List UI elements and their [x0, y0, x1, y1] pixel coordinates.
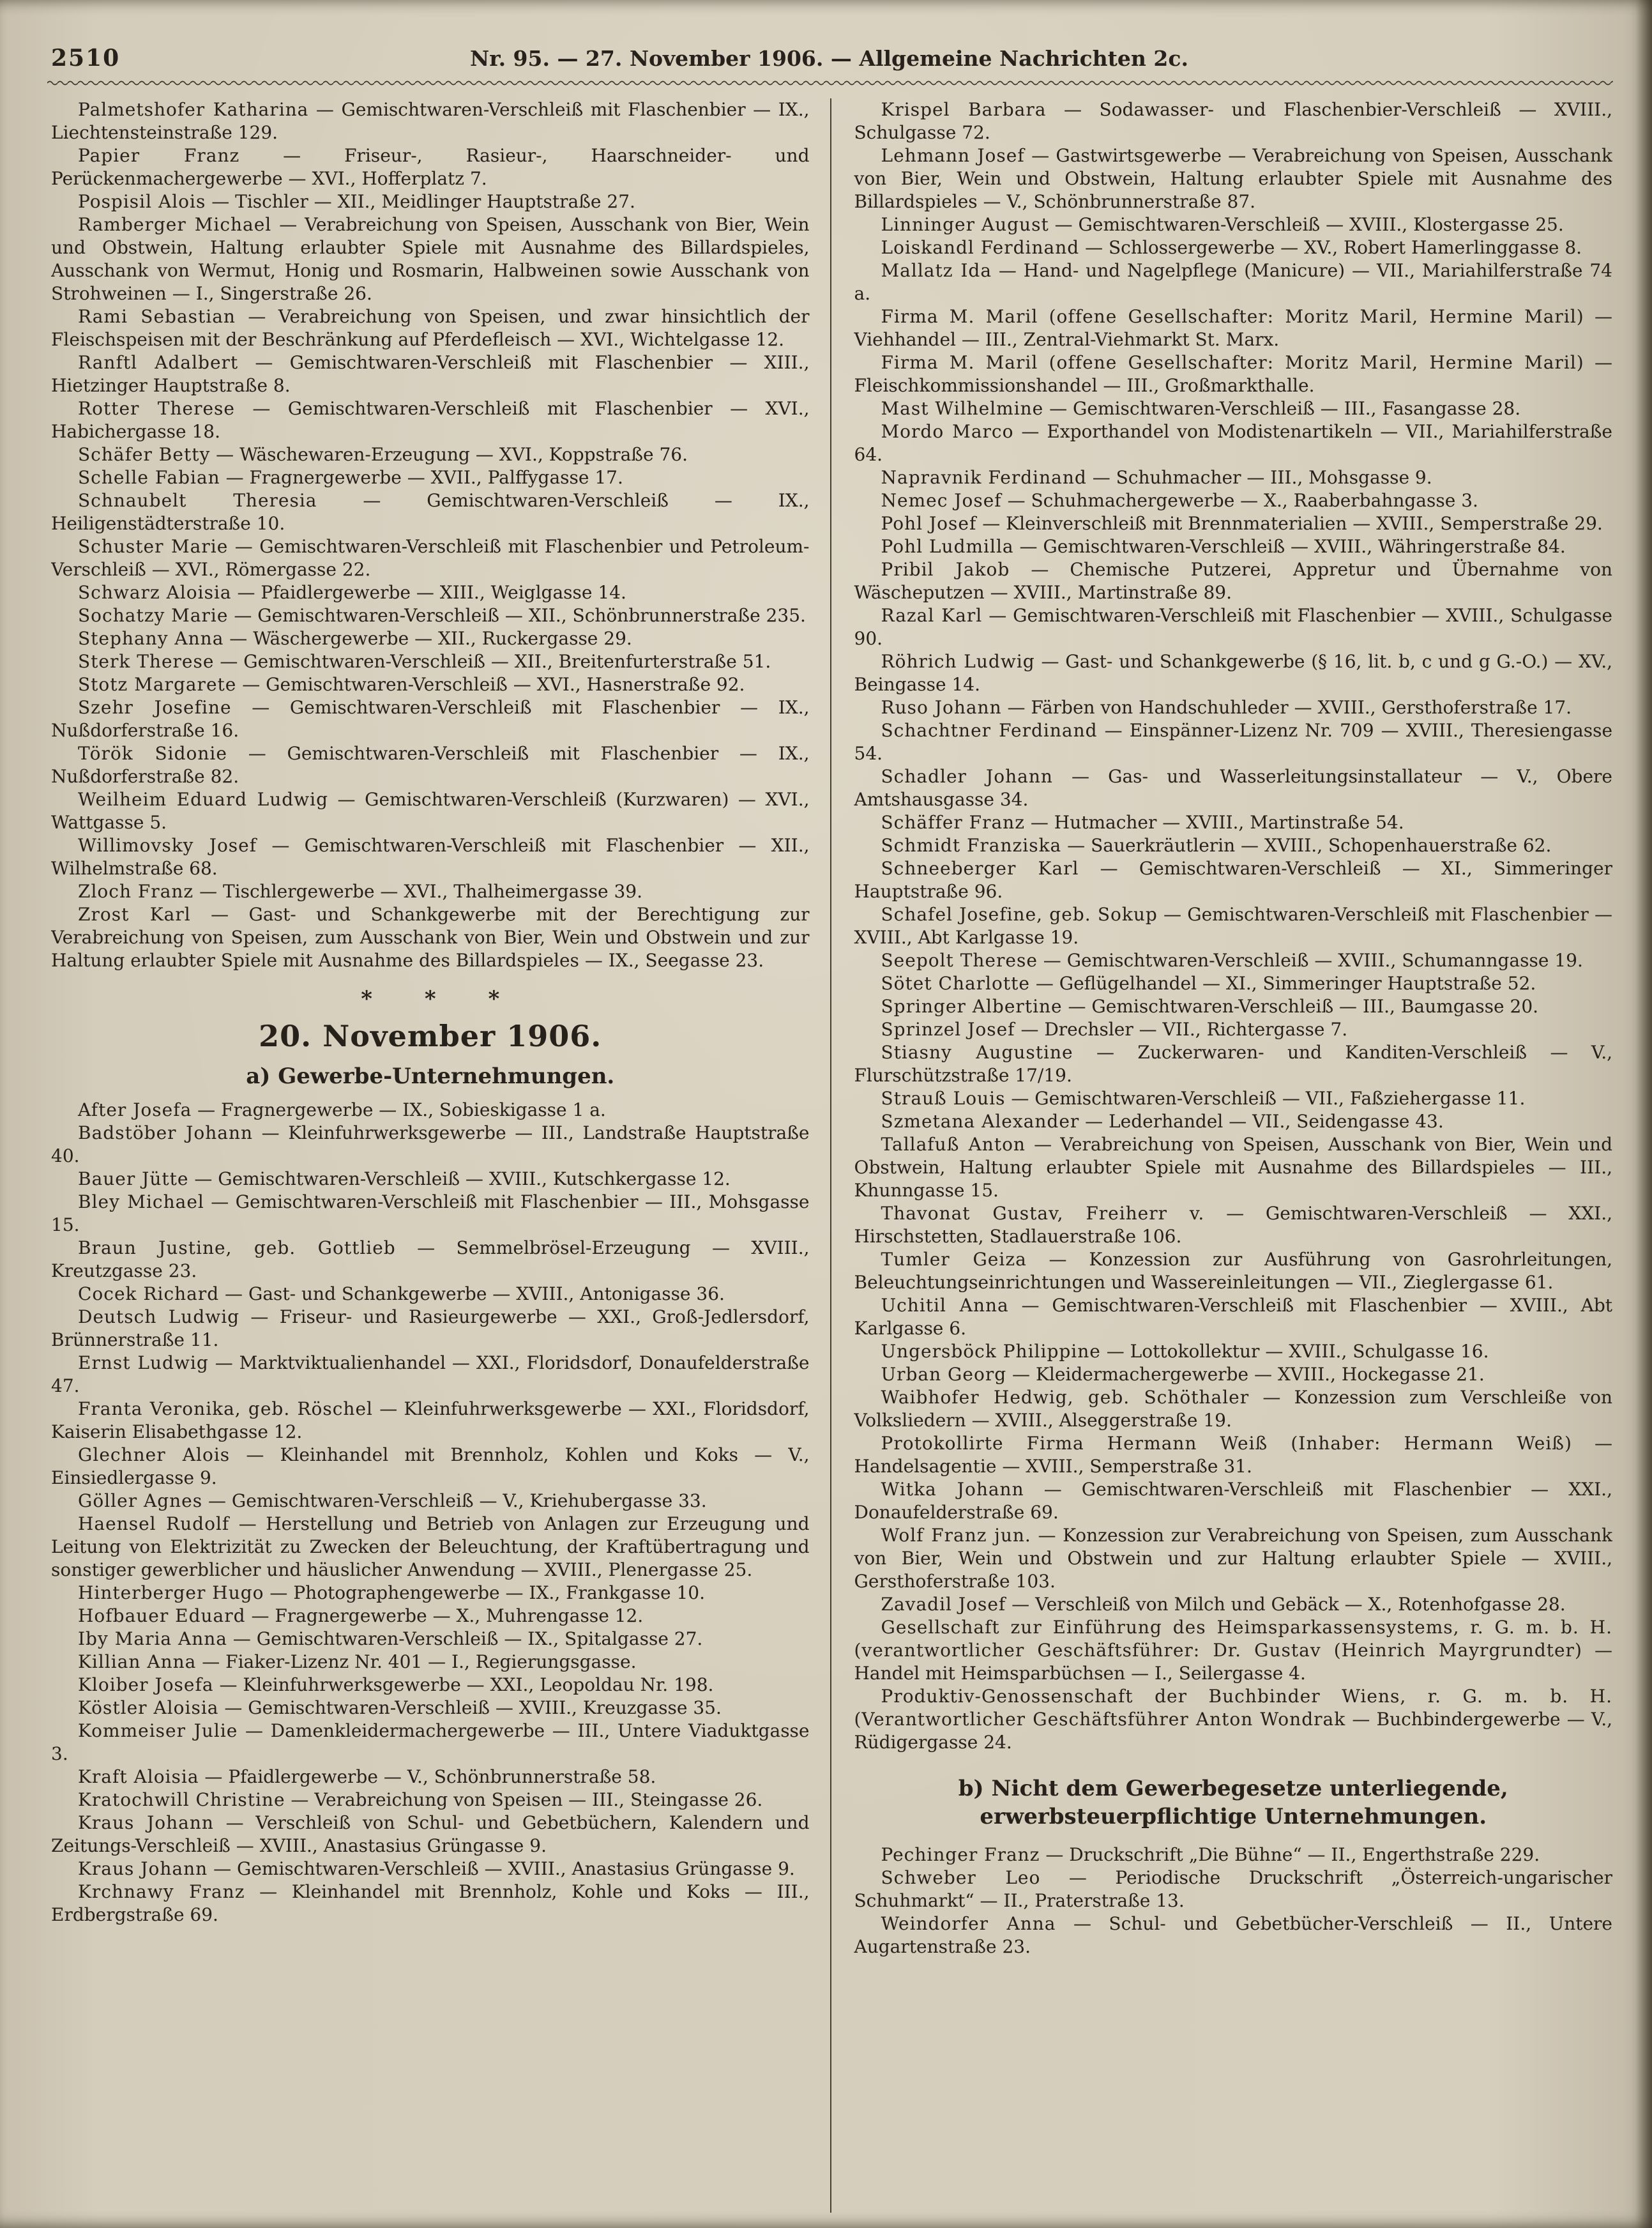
registry-entry: Mallatz Ida — Hand- und Nagelpflege (Manicure) — VII., Mariahilferstraße 74 a. [854, 260, 1612, 304]
registry-entry: Kraus Johann — Verschleiß von Schul- und Gebetbüchern, Kalendern und Zeitungs-Verschleiß — XVIII., Anastasius Grüngasse 9. [51, 1812, 810, 1856]
registry-entry: Krchnawy Franz — Kleinhandel mit Brennholz, Kohle und Koks — III., Erdbergstraße 69. [51, 1881, 810, 1925]
registry-entry: Szehr Josefine — Gemischtwaren-Verschleiß mit Flaschenbier — IX., Nußdorferstraße 16. [51, 697, 810, 741]
entry-person-name: Schmidt Franziska [881, 835, 1062, 856]
registry-entry: Sterk Therese — Gemischtwaren-Verschleiß — XII., Breitenfurterstraße 51. [78, 651, 771, 672]
entry-person-name: Rotter Therese [78, 398, 235, 419]
registry-entry: Ungersböck Philippine — Lottokollektur — XVIII., Schulgasse 16. [881, 1341, 1489, 1362]
registry-entry: Bley Michael — Gemischtwaren-Verschleiß mit Flaschenbier — III., Mohsgasse 15. [51, 1191, 810, 1235]
entry-person-name: Protokollirte Firma Hermann Weiß (Inhaber: Hermann Weiß) [881, 1433, 1572, 1454]
entries-section-b [854, 1843, 1613, 1958]
entry-person-name: Kloiber Josefa [78, 1674, 214, 1695]
registry-entry: Schäfer Betty — Wäschewaren-Erzeugung — XVI., Koppstraße 76. [78, 444, 688, 465]
registry-entry: Seepolt Therese — Gemischtwaren-Verschleiß — XVIII., Schumanngasse 19. [881, 950, 1583, 971]
registry-entry: Pohl Josef — Kleinverschleiß mit Brennmaterialien — XVIII., Semperstraße 29. [881, 513, 1603, 534]
entry-person-name: Ernst Ludwig [78, 1352, 209, 1373]
registry-entry: Uchitil Anna — Gemischtwaren-Verschleiß mit Flaschenbier — XVIII., Abt Karlgasse 6. [854, 1295, 1612, 1339]
entry-person-name: Papier Franz [78, 145, 240, 166]
registry-entry: Schmidt Franziska — Sauerkräutlerin — XVIII., Schopenhauerstraße 62. [881, 835, 1552, 856]
entry-person-name: Stephany Anna [78, 628, 224, 649]
entry-person-name: Schafel Josefine, geb. Sokup [881, 904, 1158, 925]
entry-person-name: Franta Veronika, geb. Röschel [78, 1398, 373, 1419]
registry-entry: After Josefa — Fragnergewerbe — IX., Sobieskigasse 1 a. [78, 1099, 606, 1120]
entry-person-name: Palmetshofer Katharina [78, 99, 309, 120]
entry-person-name: Strauß Louis [881, 1088, 1006, 1109]
entry-person-name: Tallafuß Anton [881, 1134, 1026, 1155]
entry-person-name: Waibhofer Hedwig, geb. Schöthaler [881, 1387, 1250, 1408]
entry-person-name: Sochatzy Marie [78, 605, 229, 626]
registry-entry: Kraus Johann — Gemischtwaren-Verschleiß — XVIII., Anastasius Grüngasse 9. [78, 1858, 795, 1879]
registry-entry: Stotz Margarete — Gemischtwaren-Verschleiß — XVI., Hasnerstraße 92. [78, 674, 745, 695]
registry-entry: Loiskandl Ferdinand — Schlossergewerbe — XV., Robert Hamerlinggasse 8. [881, 237, 1582, 258]
entry-person-name: Wolf Franz jun. [881, 1525, 1031, 1546]
registry-entry: Firma M. Maril (offene Gesellschafter: Moritz Maril, Hermine Maril) — Fleischkommissionshandel — III., Großmarkthalle. [854, 352, 1612, 396]
registry-entry: Hinterberger Hugo — Photographengewerbe — IX., Frankgasse 10. [78, 1582, 705, 1603]
registry-entry: Szmetana Alexander — Lederhandel — VII., Seidengasse 43. [881, 1111, 1444, 1132]
registry-entry: Schadler Johann — Gas- und Wasserleitungsinstallateur — V., Obere Amtshausgasse 34. [854, 766, 1612, 810]
registry-entry: Rami Sebastian — Verabreichung von Speisen, und zwar hinsichtlich der Fleischspeisen mit der Beschränkung auf Pferdefleisch — XVI., Wichtelgasse 12. [51, 306, 810, 350]
registry-entry: Schweber Leo — Periodische Druckschrift „Österreich-ungarischer Schuhmarkt“ — II., Praterstraße 13. [854, 1867, 1612, 1911]
left-column [51, 98, 831, 2213]
entry-person-name: Hinterberger Hugo [78, 1582, 264, 1603]
registry-entry: Sochatzy Marie — Gemischtwaren-Verschleiß — XII., Schönbrunnerstraße 235. [78, 605, 806, 626]
entry-person-name: Pohl Josef [881, 513, 977, 534]
entry-person-name: Willimovsky Josef [78, 835, 257, 856]
registry-entry: Kratochwill Christine — Verabreichung von Speisen — III., Steingasse 26. [78, 1789, 763, 1810]
registry-entry: Ramberger Michael — Verabreichung von Speisen, Ausschank von Bier, Wein und Obstwein, Haltung erlaubter Spiele mit Ausnahme des Billardspieles, Ausschank von Wermut, Honig und Rosmarin, Halbweinen sowie Ausschank von Strohweinen — I., Singerstraße 26. [51, 214, 810, 304]
entry-person-name: Török Sidonie [78, 743, 227, 764]
entry-person-name: Pospisil Alois [78, 191, 206, 212]
registry-entry: Pospisil Alois — Tischler — XII., Meidlinger Hauptstraße 27. [78, 191, 635, 212]
entry-person-name: Schadler Johann [881, 766, 1053, 787]
entry-person-name: Tumler Geiza [881, 1249, 1027, 1270]
registry-entry: Köstler Aloisia — Gemischtwaren-Verschleiß — XVIII., Kreuzgasse 35. [78, 1697, 722, 1718]
registry-entry: Napravnik Ferdinand — Schuhmacher — III., Mohsgasse 9. [881, 467, 1432, 488]
registry-entry: Papier Franz — Friseur-, Rasieur-, Haarschneider- und Perückenmachergewerbe — XVI., Hofferplatz 7. [51, 145, 810, 189]
entry-person-name: Cocek Richard [78, 1283, 220, 1304]
entry-person-name: Thavonat Gustav, Freiherr v. [881, 1203, 1205, 1224]
entry-person-name: Zavadil Josef [881, 1594, 1006, 1615]
entry-person-name: Iby Maria Anna [78, 1628, 227, 1649]
entry-person-name: Zrost Karl [78, 904, 191, 925]
entry-person-name: Stotz Margarete [78, 674, 237, 695]
entries-top [51, 98, 810, 972]
registry-entry: Török Sidonie — Gemischtwaren-Verschleiß mit Flaschenbier — IX., Nußdorferstraße 82. [51, 743, 810, 787]
registry-entry: Mordo Marco — Exporthandel von Modistenartikeln — VII., Mariahilferstraße 64. [854, 421, 1612, 465]
registry-entry: Tumler Geiza — Konzession zur Ausführung von Gasrohrleitungen, Beleuchtungseinrichtungen und Wassereinleitungen — VII., Zieglergasse 61. [854, 1249, 1612, 1293]
registry-entry: Zrost Karl — Gast- und Schankgewerbe mit der Berechtigung zur Verabreichung von Speisen, zum Ausschank von Bier, Wein und Obstwein und zur Haltung erlaubter Spiele mit Ausnahme des Billardspieles — IX., Seegasse 23. [51, 904, 810, 971]
entry-person-name: Weindorfer Anna [881, 1913, 1056, 1934]
entry-person-name: Braun Justine, geb. Gottlieb [78, 1237, 396, 1258]
registry-entry: Killian Anna — Fiaker-Lizenz Nr. 401 — I., Regierungsgasse. [78, 1651, 637, 1672]
registry-entry: Pechinger Franz — Druckschrift „Die Bühne“ — II., Engerthstraße 229. [881, 1844, 1540, 1865]
entry-person-name: Urban Georg [881, 1364, 1007, 1385]
right-column [831, 98, 1613, 2213]
registry-entry: Ernst Ludwig — Marktviktualienhandel — XXI., Floridsdorf, Donaufelderstraße 47. [51, 1352, 810, 1396]
entry-person-name: After Josefa [78, 1099, 192, 1120]
entry-person-name: Schnaubelt Theresia [78, 490, 317, 511]
entry-person-name: Pohl Ludmilla [881, 536, 1014, 557]
entry-person-name: Linninger August [881, 214, 1049, 235]
entry-person-name: Firma M. Maril (offene Gesellschafter: Moritz Maril, Hermine Maril) [881, 306, 1584, 327]
content-columns [51, 98, 1612, 2213]
entry-person-name: Ruso Johann [881, 697, 1002, 718]
registry-entry: Franta Veronika, geb. Röschel — Kleinfuhrwerksgewerbe — XXI., Floridsdorf, Kaiserin Elisabethgasse 12. [51, 1398, 810, 1442]
registry-entry: Schnaubelt Theresia — Gemischtwaren-Verschleiß — IX., Heiligenstädterstraße 10. [51, 490, 810, 534]
entry-person-name: Lehmann Josef [881, 145, 1025, 166]
entry-person-name: Schweber Leo [881, 1867, 1041, 1888]
entry-person-name: Schneeberger Karl [881, 858, 1079, 879]
entry-person-name: Sprinzel Josef [881, 1019, 1015, 1040]
registry-entry: Firma M. Maril (offene Gesellschafter: Moritz Maril, Hermine Maril) — Viehhandel — III., Zentral-Viehmarkt St. Marx. [854, 306, 1612, 350]
entry-person-name: Uchitil Anna [881, 1295, 1009, 1316]
registry-entry: Willimovsky Josef — Gemischtwaren-Verschleiß mit Flaschenbier — XII., Wilhelmstraße 68. [51, 835, 810, 879]
registry-entry: Springer Albertine — Gemischtwaren-Verschleiß — III., Baumgasse 20. [881, 996, 1539, 1017]
entry-person-name: Kraus Johann [78, 1858, 208, 1879]
entry-person-name: Produktiv-Genossenschaft der Buchbinder Wiens, r. G. m. b. H. (Verantwortlicher Geschäftsführer Anton Wondrak [854, 1686, 1612, 1730]
issue-title: Nr. 95. — 27. November 1906. — Allgemeine Nachrichten 2c. [470, 46, 1188, 71]
entry-person-name: Mordo Marco [881, 421, 1014, 442]
registry-entry: Zloch Franz — Tischlergewerbe — XVI., Thalheimergasse 39. [78, 881, 643, 902]
registry-entry: Schuster Marie — Gemischtwaren-Verschleiß mit Flaschenbier und Petroleum-Verschleiß — XVI., Römergasse 22. [51, 536, 810, 580]
registry-entry: Razal Karl — Gemischtwaren-Verschleiß mit Flaschenbier — XVIII., Schulgasse 90. [854, 605, 1612, 649]
registry-entry: Hofbauer Eduard — Fragnergewerbe — X., Muhrengasse 12. [78, 1605, 644, 1626]
entry-person-name: Glechner Alois [78, 1444, 231, 1465]
entry-person-name: Szehr Josefine [78, 697, 232, 718]
registry-entry: Schneeberger Karl — Gemischtwaren-Verschleiß — XI., Simmeringer Hauptstraße 96. [854, 858, 1612, 902]
entry-person-name: Loiskandl Ferdinand [881, 237, 1080, 258]
entry-person-name: Razal Karl [881, 605, 983, 626]
entry-person-name: Szmetana Alexander [881, 1111, 1080, 1132]
entry-person-name: Mallatz Ida [881, 260, 992, 281]
entry-person-name: Firma M. Maril (offene Gesellschafter: Moritz Maril, Hermine Maril) [881, 352, 1584, 373]
registry-entry: Strauß Louis — Gemischtwaren-Verschleiß — VII., Faßziehergasse 11. [881, 1088, 1526, 1109]
registry-entry: Linninger August — Gemischtwaren-Verschleiß — XVIII., Klostergasse 25. [881, 214, 1564, 235]
registry-entry: Schachtner Ferdinand — Einspänner-Lizenz Nr. 709 — XVIII., Theresiengasse 54. [854, 720, 1612, 764]
entry-person-name: Ramberger Michael [78, 214, 272, 235]
registry-entry: Palmetshofer Katharina — Gemischtwaren-Verschleiß mit Flaschenbier — IX., Liechtensteinstraße 129. [51, 99, 810, 143]
entry-person-name: Pechinger Franz [881, 1844, 1040, 1865]
date-heading: 20. November 1906. [259, 1019, 602, 1053]
registry-entry: Krispel Barbara — Sodawasser- und Flaschenbier-Verschleiß — XVIII., Schulgasse 72. [854, 99, 1612, 143]
registry-entry: Schelle Fabian — Fragnergewerbe — XVII., Palffygasse 17. [78, 467, 623, 488]
registry-entry: Haensel Rudolf — Herstellung und Betrieb von Anlagen zur Erzeugung und Leitung von Elektrizität zu Zwecken der Beleuchtung, der Kraftübertragung und sonstiger gewerblicher und häuslicher Anwendung — XVIII., Plenergasse 25. [51, 1513, 810, 1580]
entry-person-name: Mast Wilhelmine [881, 398, 1044, 419]
registry-entry: Badstöber Johann — Kleinfuhrwerksgewerbe — III., Landstraße Hauptstraße 40. [51, 1122, 810, 1166]
entry-person-name: Göller Agnes [78, 1490, 203, 1511]
registry-entry: Gesellschaft zur Einführung des Heimsparkassensystems, r. G. m. b. H. (verantwortlicher Geschäftsführer: Dr. Gustav (Heinrich Mayrgrundter) — Handel mit Heimsparbüchsen — I., Seilergasse 4. [854, 1617, 1612, 1684]
registry-entry: Deutsch Ludwig — Friseur- und Rasieurgewerbe — XXI., Groß-Jedlersdorf, Brünnerstraße 11. [51, 1306, 810, 1350]
stars-separator: * * * [361, 986, 500, 1012]
registry-entry: Pohl Ludmilla — Gemischtwaren-Verschleiß — XVIII., Währingerstraße 84. [881, 536, 1566, 557]
entry-person-name: Seepolt Therese [881, 950, 1038, 971]
entry-person-name: Rami Sebastian [78, 306, 236, 327]
registry-entry: Tallafuß Anton — Verabreichung von Speisen, Ausschank von Bier, Wein und Obstwein, Haltung erlaubter Spiele mit Ausnahme des Billardspieles — III., Khunngasse 15. [854, 1134, 1612, 1201]
entry-person-name: Zloch Franz [78, 881, 194, 902]
entry-person-name: Weilheim Eduard Ludwig [78, 789, 328, 810]
entries-section-a [51, 1099, 810, 1927]
registry-entry: Weindorfer Anna — Schul- und Gebetbücher-Verschleiß — II., Untere Augartenstraße 23. [854, 1913, 1612, 1957]
registry-entry: Ruso Johann — Färben von Handschuhleder — XVIII., Gersthoferstraße 17. [881, 697, 1572, 718]
registry-entry: Wolf Franz jun. — Konzession zur Verabreichung von Speisen, zum Ausschank von Bier, Wein und Obstwein und zur Haltung erlaubter Spiele — XVIII., Gersthoferstraße 103. [854, 1525, 1612, 1592]
registry-entry: Kloiber Josefa — Kleinfuhrwerksgewerbe — XXI., Leopoldau Nr. 198. [78, 1674, 714, 1695]
registry-entry: Schafel Josefine, geb. Sokup — Gemischtwaren-Verschleiß mit Flaschenbier — XVIII., Abt Karlgasse 19. [854, 904, 1612, 948]
registry-entry: Weilheim Eduard Ludwig — Gemischtwaren-Verschleiß (Kurzwaren) — XVI., Wattgasse 5. [51, 789, 810, 833]
entry-person-name: Witka Johann [881, 1479, 1024, 1500]
registry-entry: Schäffer Franz — Hutmacher — XVIII., Martinstraße 54. [881, 812, 1404, 833]
entry-person-name: Sterk Therese [78, 651, 215, 672]
section-a-heading: a) Gewerbe-Unternehmungen. [246, 1064, 615, 1089]
registry-entry: Kommeiser Julie — Damenkleidermachergewerbe — III., Untere Viaduktgasse 3. [51, 1720, 810, 1764]
registry-entry: Pribil Jakob — Chemische Putzerei, Appretur und Übernahme von Wäscheputzen — XVIII., Martinstraße 89. [854, 559, 1612, 603]
entry-person-name: Hofbauer Eduard [78, 1605, 246, 1626]
entry-person-name: Krispel Barbara [881, 99, 1047, 120]
entries-right [854, 98, 1613, 1754]
registry-entry: Braun Justine, geb. Gottlieb — Semmelbrösel-Erzeugung — XVIII., Kreutzgasse 23. [51, 1237, 810, 1281]
entry-person-name: Badstöber Johann [78, 1122, 254, 1143]
entry-person-name: Sötet Charlotte [881, 973, 1030, 994]
entry-person-name: Stiasny Augustine [881, 1042, 1073, 1063]
entry-person-name: Schäffer Franz [881, 812, 1025, 833]
registry-entry: Produktiv-Genossenschaft der Buchbinder Wiens, r. G. m. b. H. (Verantwortlicher Geschäftsführer Anton Wondrak — Buchbindergewerbe — V., Rüdigergasse 24. [854, 1686, 1612, 1753]
entry-person-name: Gesellschaft zur Einführung des Heimsparkassensystems, r. G. m. b. H. (verantwortlicher Geschäftsführer: Dr. Gustav (Heinrich Mayrgrundter) [854, 1617, 1612, 1661]
registry-entry: Glechner Alois — Kleinhandel mit Brennholz, Kohlen und Koks — V., Einsiedlergasse 9. [51, 1444, 810, 1488]
entry-person-name: Bauer Jütte [78, 1168, 189, 1189]
registry-entry: Stiasny Augustine — Zuckerwaren- und Kanditen-Verschleiß — V., Flurschützstraße 17/19. [854, 1042, 1612, 1086]
entry-person-name: Springer Albertine [881, 996, 1063, 1017]
entry-person-name: Ungersböck Philippine [881, 1341, 1101, 1362]
entry-person-name: Kraft Aloisia [78, 1766, 199, 1787]
registry-entry: Bauer Jütte — Gemischtwaren-Verschleiß — XVIII., Kutschkergasse 12. [78, 1168, 731, 1189]
entry-person-name: Deutsch Ludwig [78, 1306, 240, 1327]
entry-person-name: Krchnawy Franz [78, 1881, 245, 1902]
registry-entry: Urban Georg — Kleidermachergewerbe — XVIII., Hockegasse 21. [881, 1364, 1485, 1385]
registry-entry: Thavonat Gustav, Freiherr v. — Gemischtwaren-Verschleiß — XXI., Hirschstetten, Stadlauerstraße 106. [854, 1203, 1612, 1247]
entry-person-name: Köstler Aloisia [78, 1697, 219, 1718]
entry-person-name: Schwarz Aloisia [78, 582, 232, 603]
registry-entry: Witka Johann — Gemischtwaren-Verschleiß mit Flaschenbier — XXI., Donaufelderstraße 69. [854, 1479, 1612, 1523]
page-number: 2510 [51, 45, 121, 72]
registry-entry: Sötet Charlotte — Geflügelhandel — XI., Simmeringer Hauptstraße 52. [881, 973, 1536, 994]
page-header [51, 43, 1607, 73]
entry-person-name: Schelle Fabian [78, 467, 220, 488]
registry-entry: Protokollirte Firma Hermann Weiß (Inhaber: Hermann Weiß) — Handelsagentie — XVIII., Semperstraße 31. [854, 1433, 1612, 1477]
registry-entry: Lehmann Josef — Gastwirtsgewerbe — Verabreichung von Speisen, Ausschank von Bier, Wein und Obstwein, Haltung erlaubter Spiele mit Ausnahme des Billardspieles — V., Schönbrunnerstraße 87. [854, 145, 1612, 212]
registry-entry: Sprinzel Josef — Drechsler — VII., Richtergasse 7. [881, 1019, 1348, 1040]
registry-entry: Zavadil Josef — Verschleiß von Milch und Gebäck — X., Rotenhofgasse 28. [881, 1594, 1566, 1615]
wavy-divider [47, 79, 1613, 87]
registry-entry: Mast Wilhelmine — Gemischtwaren-Verschleiß — III., Fasangasse 28. [881, 398, 1521, 419]
entry-person-name: Killian Anna [78, 1651, 197, 1672]
registry-entry: Kraft Aloisia — Pfaidlergewerbe — V., Schönbrunnerstraße 58. [78, 1766, 656, 1787]
section-b-heading: b) Nicht dem Gewerbegesetze unterliegende, erwerbsteuerpflichtige Unternehmungen. [958, 1776, 1508, 1829]
entry-person-name: Kratochwill Christine [78, 1789, 285, 1810]
entry-person-name: Ranftl Adalbert [78, 352, 239, 373]
entry-person-name: Schäfer Betty [78, 444, 211, 465]
entry-person-name: Schuster Marie [78, 536, 229, 557]
registry-entry: Iby Maria Anna — Gemischtwaren-Verschleiß — IX., Spitalgasse 27. [78, 1628, 703, 1649]
entry-person-name: Schachtner Ferdinand [881, 720, 1098, 741]
entry-person-name: Röhrich Ludwig [881, 651, 1035, 672]
registry-entry: Ranftl Adalbert — Gemischtwaren-Verschleiß mit Flaschenbier — XIII., Hietzinger Hauptstraße 8. [51, 352, 810, 396]
registry-entry: Cocek Richard — Gast- und Schankgewerbe — XVIII., Antonigasse 36. [78, 1283, 725, 1304]
entry-person-name: Kommeiser Julie [78, 1720, 238, 1741]
entry-person-name: Bley Michael [78, 1191, 204, 1212]
entry-person-name: Nemec Josef [881, 490, 1002, 511]
registry-entry: Göller Agnes — Gemischtwaren-Verschleiß — V., Kriehubergasse 33. [78, 1490, 707, 1511]
registry-entry: Rotter Therese — Gemischtwaren-Verschleiß mit Flaschenbier — XVI., Habichergasse 18. [51, 398, 810, 442]
registry-entry: Waibhofer Hedwig, geb. Schöthaler — Konzession zum Verschleiße von Volksliedern — XVIII., Alseggerstraße 19. [854, 1387, 1612, 1431]
registry-entry: Schwarz Aloisia — Pfaidlergewerbe — XIII., Weiglgasse 14. [78, 582, 626, 603]
registry-entry: Nemec Josef — Schuhmachergewerbe — X., Raaberbahngasse 3. [881, 490, 1478, 511]
registry-entry: Stephany Anna — Wäschergewerbe — XII., Ruckergasse 29. [78, 628, 632, 649]
entry-person-name: Pribil Jakob [881, 559, 1010, 580]
registry-entry: Röhrich Ludwig — Gast- und Schankgewerbe (§ 16, lit. b, c und g G.-O.) — XV., Beingasse 14. [854, 651, 1612, 695]
entry-person-name: Kraus Johann [78, 1812, 214, 1833]
entry-person-name: Haensel Rudolf [78, 1513, 230, 1534]
entry-person-name: Napravnik Ferdinand [881, 467, 1087, 488]
